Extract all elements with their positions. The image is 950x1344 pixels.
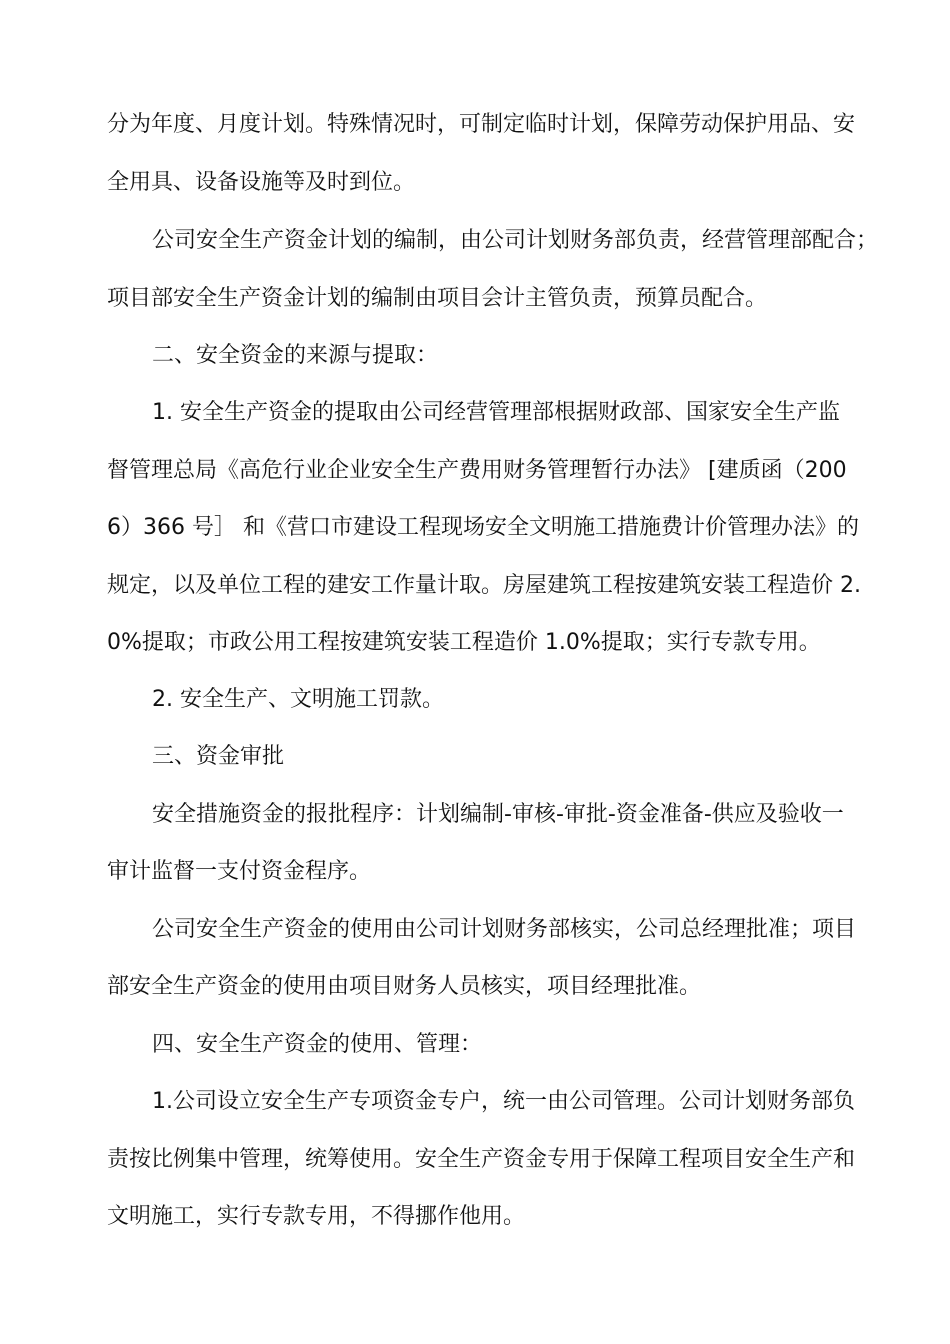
paragraph-line: 审计监督一支付资金程序。 bbox=[107, 859, 372, 884]
section-heading: 四、安全生产资金的使用、管理： bbox=[152, 1032, 483, 1057]
paragraph-line: 公司安全生产资金计划的编制，由公司计划财务部负责，经营管理部配合； bbox=[152, 228, 879, 253]
section-heading: 二、安全资金的来源与提取： bbox=[152, 343, 439, 368]
paragraph-line: 文明施工，实行专款专用，不得挪作他用。 bbox=[107, 1204, 526, 1229]
paragraph-line: 分为年度、月度计划。特殊情况时，可制定临时计划，保障劳动保护用品、安 bbox=[107, 112, 856, 137]
paragraph-line: 0%提取；市政公用工程按建筑安装工程造价 1.0%提取；实行专款专用。 bbox=[107, 630, 821, 655]
paragraph-line: 1. 安全生产资金的提取由公司经营管理部根据财政部、国家安全生产监 bbox=[152, 400, 840, 425]
paragraph-line: 部安全生产资金的使用由项目财务人员核实，项目经理批准。 bbox=[107, 974, 702, 999]
paragraph-line: 公司安全生产资金的使用由公司计划财务部核实，公司总经理批准；项目 bbox=[152, 917, 857, 942]
paragraph-line: 安全措施资金的报批程序：计划编制-审核-审批-资金准备-供应及验收一 bbox=[152, 802, 844, 827]
paragraph-line: 项目部安全生产资金计划的编制由项目会计主管负责，预算员配合。 bbox=[107, 286, 768, 311]
section-heading: 三、资金审批 bbox=[152, 744, 285, 769]
paragraph-line: 6）366 号］ 和《营口市建设工程现场安全文明施工措施费计价管理办法》的 bbox=[107, 515, 859, 540]
paragraph-line: 1.公司设立安全生产专项资金专户，统一由公司管理。公司计划财务部负 bbox=[152, 1089, 855, 1114]
paragraph-line: 全用具、设备设施等及时到位。 bbox=[107, 170, 416, 195]
paragraph-line: 督管理总局《高危行业企业安全生产费用财务管理暂行办法》 [建质函（200 bbox=[107, 458, 847, 483]
paragraph-line: 2. 安全生产、文明施工罚款。 bbox=[152, 687, 444, 712]
paragraph-line: 规定，以及单位工程的建安工作量计取。房屋建筑工程按建筑安装工程造价 2. bbox=[107, 573, 861, 598]
paragraph-line: 责按比例集中管理，统筹使用。安全生产资金专用于保障工程项目安全生产和 bbox=[107, 1147, 856, 1172]
